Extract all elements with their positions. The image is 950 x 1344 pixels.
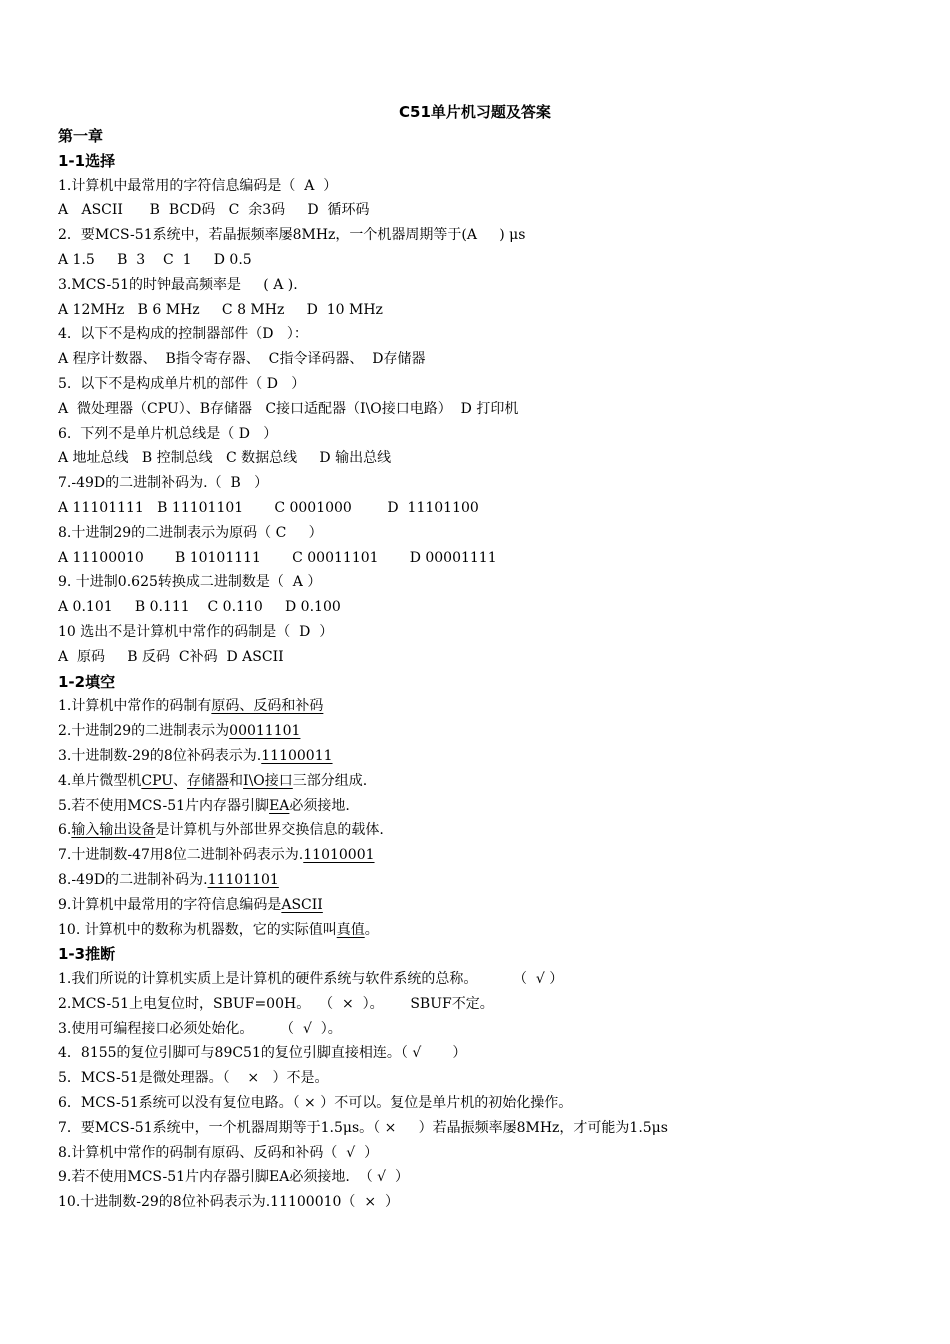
section-heading-fill: 1-2填空: [58, 672, 116, 691]
choice-line: 8.十进制29的二进制表示为原码（ C ）: [58, 524, 323, 541]
judge-line: 6．MCS-51系统可以没有复位电路。（ × ）不可以。复位是单片机的初始化操作。: [58, 1095, 573, 1112]
fill-answer: ASCII: [281, 896, 323, 913]
fill-answer: EA: [269, 797, 290, 814]
fill-line: [58, 794, 918, 819]
fill-suffix: 必须接地.: [289, 797, 350, 814]
fill-prompt: 8.-49D的二进制补码为.: [58, 871, 208, 888]
choice-line: 6. 下列不是单片机总线是（ D ）: [58, 425, 278, 442]
choice-line: A 1.5 B 3 C 1 D 0.5: [58, 251, 252, 268]
judge-line: 4．8155的复位引脚可与89C51的复位引脚直接相连。（ √ ）: [58, 1045, 467, 1062]
judge-line: 2.MCS-51上电复位时，SBUF=00H。 （ × ）。 SBUF不定。: [58, 995, 494, 1012]
choice-line: 9. 十进制0.625转换成二进制数是（ A ）: [58, 574, 322, 591]
fill-prompt: 5.若不使用MCS-51片内存器引脚: [58, 797, 270, 814]
choice-line: A 11100010 B 10101111 C 00011101 D 00001111: [58, 549, 497, 566]
fill-answer: I\O接口: [243, 772, 293, 789]
fill-prompt: 1.计算机中常作的码制有: [58, 698, 212, 715]
choice-line: A 程序计数器、 B指令寄存器、 C指令译码器、 D存储器: [58, 351, 426, 368]
choice-line: 1.计算机中最常用的字符信息编码是（ A ）: [58, 177, 338, 194]
fill-line: [58, 818, 918, 843]
fill-text: 、: [173, 772, 188, 789]
fill-line: [58, 918, 918, 943]
fill-prompt: 3.十进制数-29的8位补码表示为.: [58, 747, 262, 764]
judge-line: 9.若不使用MCS-51片内存器引脚EA必须接地. （ √ ）: [58, 1169, 410, 1186]
choice-line: 3.MCS-51的时钟最高频率是 ( A ).: [58, 276, 298, 293]
fill-line: [58, 769, 918, 794]
fill-suffix: 。: [364, 921, 379, 938]
fill-answer: 存储器: [187, 772, 230, 789]
fill-answer: 输入输出设备: [71, 822, 156, 839]
fill-suffix: 是计算机与外部世界交换信息的载体.: [155, 822, 384, 839]
judge-line: 5．MCS-51是微处理器。（ × ）不是。: [58, 1070, 329, 1087]
fill-line: [58, 719, 918, 744]
fill-suffix: 三部分组成.: [292, 772, 368, 789]
choice-line: A 12MHz B 6 MHz C 8 MHz D 10 MHz: [58, 301, 383, 318]
choice-line: 4. 以下不是构成的控制器部件（D ）：: [58, 326, 308, 343]
fill-text: 和: [229, 772, 244, 789]
fill-prompt: 7.十进制数-47用8位二进制补码表示为.: [58, 847, 304, 864]
page-title: C51单片机习题及答案: [399, 103, 551, 121]
fill-answer: 原码、反码和补码: [211, 698, 324, 715]
judge-line: 1.我们所说的计算机实质上是计算机的硬件系统与软件系统的总称。 （ √ ）: [58, 971, 564, 988]
choice-line: A 0.101 B 0.111 C 0.110 D 0.100: [58, 599, 341, 616]
fill-prompt: 2.十进制29的二进制表示为: [58, 723, 230, 740]
choice-line: 10 选出不是计算机中常作的码制是（ D ）: [58, 623, 334, 640]
document-body: [58, 124, 918, 1215]
section-heading-choice: 1-1选择: [58, 151, 116, 170]
fill-prompt: 6.: [58, 822, 72, 839]
choice-section: [58, 174, 918, 670]
fill-answer: 11010001: [303, 847, 375, 864]
fill-line: [58, 694, 918, 719]
judge-section: [58, 967, 918, 1215]
fill-prompt: 9.计算机中最常用的字符信息编码是: [58, 896, 282, 913]
choice-line: 2．要MCS-51系统中，若晶振频率屡8MHz，一个机器周期等于(A ) μs: [58, 227, 526, 244]
choice-line: 7.-49D的二进制补码为.（ B ）: [58, 475, 269, 492]
judge-line: 8.计算机中常作的码制有原码、反码和补码（ √ ）: [58, 1144, 379, 1161]
fill-answer: 11101101: [207, 871, 279, 888]
chapter-heading: 第一章: [58, 127, 104, 145]
section-heading-judge: 1-3推断: [58, 945, 116, 964]
fill-prompt: 4.单片微型机: [58, 772, 142, 789]
choice-line: A 微处理器（CPU）、B存储器 C接口适配器（I\O接口电路） D 打印机: [58, 400, 519, 417]
choice-line: A 原码 B 反码 C补码 D ASCII: [58, 648, 284, 665]
fill-line: [58, 868, 918, 893]
fill-answer: 11100011: [261, 747, 333, 764]
choice-line: A 地址总线 B 控制总线 C 数据总线 D 输出总线: [58, 450, 392, 467]
fill-section: [58, 694, 918, 942]
judge-line: 10.十进制数-29的8位补码表示为.11100010（ × ）: [58, 1194, 399, 1211]
choice-line: A 11101111 B 11101101 C 0001000 D 11101100: [58, 499, 479, 516]
fill-answer: CPU: [141, 772, 174, 789]
choice-line: 5. 以下不是构成单片机的部件（ D ）: [58, 375, 306, 392]
fill-line: [58, 893, 918, 918]
fill-line: [58, 744, 918, 769]
fill-answer: 真值: [336, 921, 365, 938]
fill-prompt: 10. 计算机中的数称为机器数，它的实际值叫: [58, 921, 337, 938]
judge-line: 3.使用可编程接口必须处始化。 （ √ ）。: [58, 1020, 342, 1037]
choice-line: A ASCII B BCD码 C 余3码 D 循环码: [58, 202, 370, 219]
judge-line: 7．要MCS-51系统中，一个机器周期等于1.5μs。（ × ）若晶振频率屡8MHz，才可能为1.5μs: [58, 1119, 668, 1136]
fill-answer: 00011101: [229, 723, 301, 740]
fill-line: [58, 843, 918, 868]
